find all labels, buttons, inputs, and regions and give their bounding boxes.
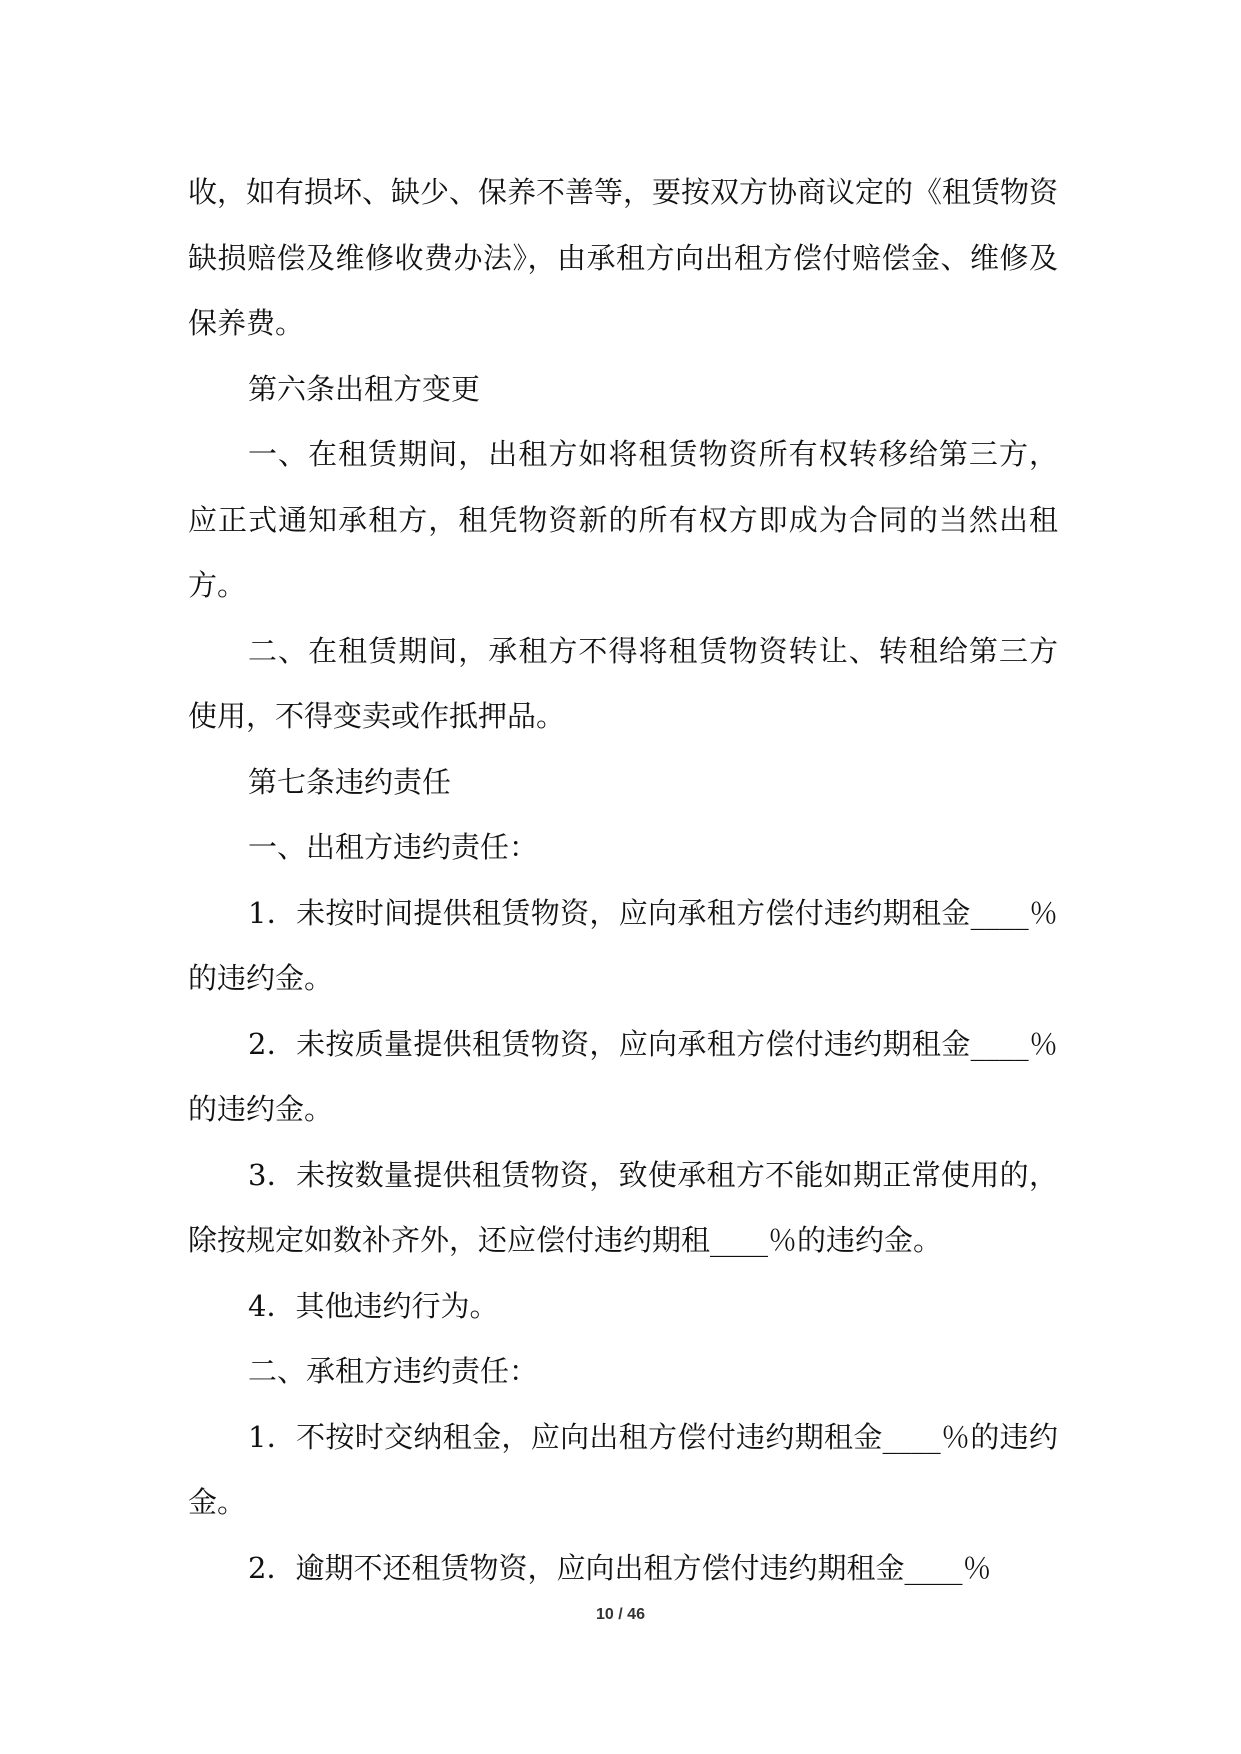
document-body	[188, 160, 1058, 1601]
paragraph: 一、在租赁期间，出租方如将租赁物资所有权转移给第三方，应正式通知承租方，租凭物资新的所有权方即成为合同的当然出租方。	[188, 437, 1058, 602]
list-item: 1．未按时间提供租赁物资，应向承租方偿付违约期租金____％的违约金。	[188, 895, 1058, 995]
paragraph: 收，如有损坏、缺少、保养不善等，要按双方协商议定的《租赁物资缺损赔偿及维修收费办法》，由承租方向出租方偿付赔偿金、维修及保养费。	[188, 175, 1059, 340]
page-number: 10 / 46	[596, 1606, 645, 1623]
list-item: 2．未按质量提供租赁物资，应向承租方偿付违约期租金____％的违约金。	[188, 1026, 1058, 1126]
section-heading: 第七条违约责任	[248, 764, 452, 799]
subsection-heading: 一、出租方违约责任：	[248, 830, 539, 864]
list-item: 3．未按数量提供租赁物资，致使承租方不能如期正常使用的，除按规定如数补齐外，还应偿付违约期租____％的违约金。	[188, 1157, 1058, 1257]
list-item: 1．不按时交纳租金，应向出租方偿付违约期租金____％的违约金。	[188, 1419, 1058, 1519]
subsection-heading: 二、承租方违约责任：	[248, 1354, 539, 1388]
list-item: 2．逾期不还租赁物资，应向出租方偿付违约期租金____％	[248, 1550, 992, 1585]
paragraph: 二、在租赁期间，承租方不得将租赁物资转让、转租给第三方使用，不得变卖或作抵押品。	[188, 633, 1058, 733]
section-heading: 第六条出租方变更	[248, 371, 481, 406]
list-item: 4．其他违约行为。	[248, 1288, 499, 1323]
